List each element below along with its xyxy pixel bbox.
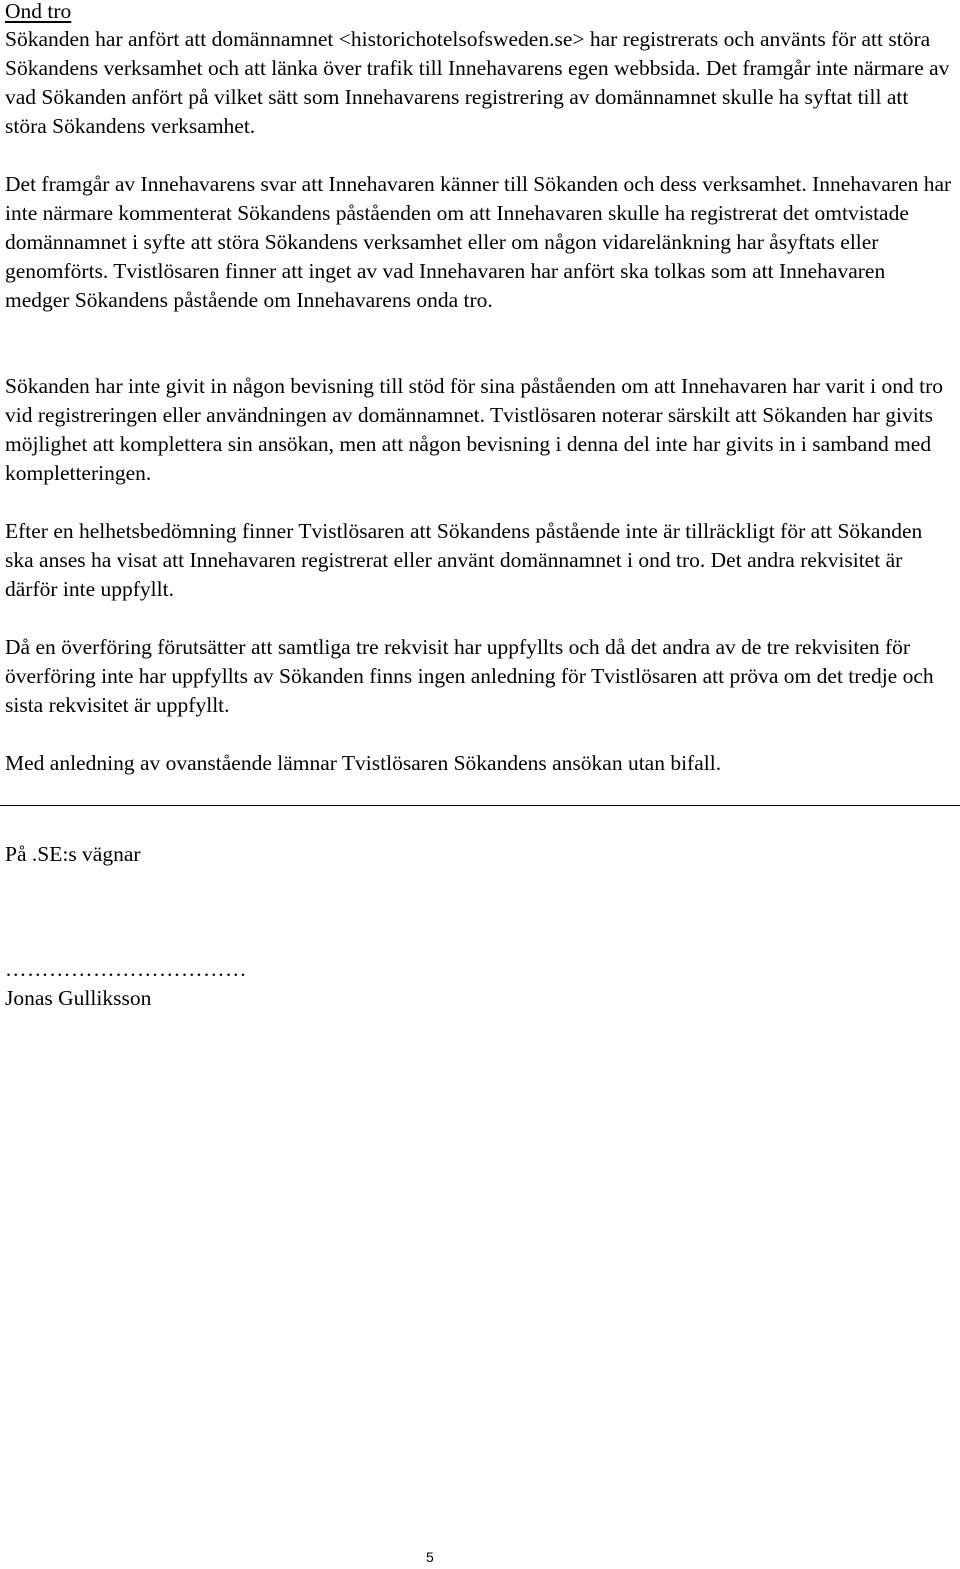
paragraph-claim: Sökanden har anfört att domännamnet <historichotelsofsweden.se> har registrerats och använts för att störa Sökandens verksamhet och att länka över trafik till Innehavarens egen webbsida. Det framgår inte närmare av vad Sökanden anfört på vilket sätt som Innehavarens registrering av domännamnet skulle ha syftat till att störa Sökandens verksamhet. <box>5 27 950 138</box>
paragraph-requirements: Då en överföring förutsätter att samtliga tre rekvisit har uppfyllts och då det andra av de tre rekvisiten för överföring inte har uppfyllts av Sökanden finns ingen anledning för Tvistlösaren att pröva om det tredje och sista rekvisitet är uppfyllt. <box>5 635 934 717</box>
page-number: 5 <box>426 1549 434 1565</box>
signatory-name: Jonas Gulliksson <box>5 986 152 1010</box>
paragraph-decision: Med anledning av ovanstående lämnar Tvistlösaren Sökandens ansökan utan bifall. <box>5 751 722 775</box>
section-heading: Ond tro <box>5 0 72 23</box>
paragraph-assessment: Efter en helhetsbedömning finner Tvistlösaren att Sökandens påstående inte är tillräckligt för att Sökanden ska anses ha visat att Innehavaren registrerat eller använt domännamnet i ond tro. Det andra rekvisitet är därför inte uppfyllt. <box>5 519 923 601</box>
signature-line: …………………………… <box>5 957 247 981</box>
paragraph-evidence: Sökanden har inte givit in någon bevisning till stöd för sina påståenden om att Innehavaren har varit i ond tro vid registreringen eller användningen av domännamnet. Tvistlösaren noterar särskilt att Sökanden har givits möjlighet att komplettera sin ansökan, men att någon bevisning i denna del inte har givits in i samband med kompletteringen. <box>5 374 944 485</box>
horizontal-divider <box>0 805 960 806</box>
on-behalf-label: På .SE:s vägnar <box>5 842 141 866</box>
paragraph-response: Det framgår av Innehavarens svar att Innehavaren känner till Sökanden och dess verksamhet. Innehavaren har inte närmare kommenterat Sökandens påståenden om att Innehavaren skulle ha registrerat det omtvistade domännamnet i syfte att störa Sökandens verksamhet eller om någon vidarelänkning har åsyftats eller genomförts. Tvistlösaren finner att inget av vad Innehavaren har anfört ska tolkas som att Innehavaren medger Sökandens påstående om Innehavarens onda tro. <box>5 172 952 312</box>
